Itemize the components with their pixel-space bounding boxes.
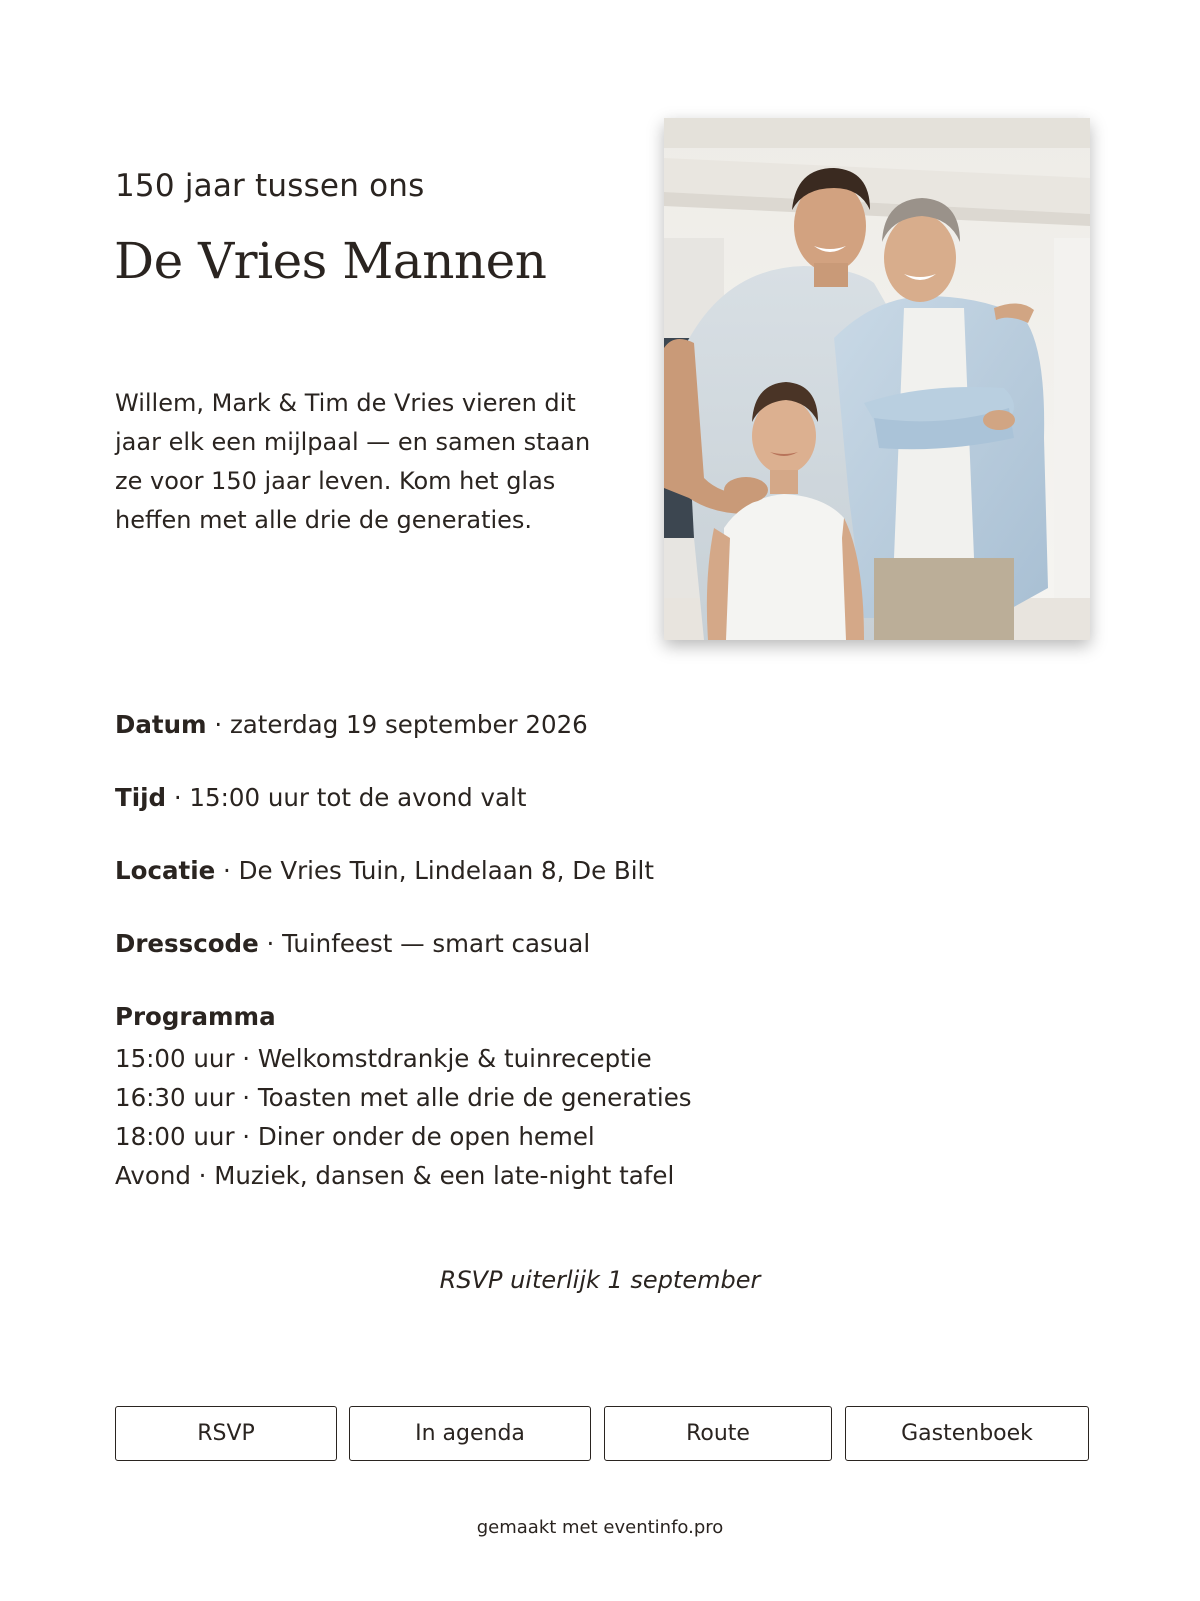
detail-date-separator: · <box>206 710 230 739</box>
detail-date-label: Datum <box>115 710 207 739</box>
program-heading: Programma <box>115 1002 276 1031</box>
action-buttons <box>115 1406 1090 1463</box>
add-to-calendar-button[interactable]: In agenda <box>349 1406 591 1461</box>
guestbook-button[interactable]: Gastenboek <box>845 1406 1089 1461</box>
program-item: 15:00 uur · Welkomstdrankje & tuinreceptie <box>115 1044 652 1073</box>
detail-time-separator: · <box>166 783 190 812</box>
detail-date-value: zaterdag 19 september 2026 <box>229 710 588 739</box>
rsvp-deadline-note: RSVP uiterlijk 1 september <box>439 1266 761 1294</box>
detail-time <box>115 781 875 854</box>
detail-dresscode <box>115 927 875 1000</box>
program-section <box>115 1000 875 1195</box>
detail-dresscode-label: Dresscode <box>115 929 259 958</box>
detail-time-label: Tijd <box>115 783 167 812</box>
detail-location-label: Locatie <box>115 856 216 885</box>
detail-location <box>115 854 875 927</box>
detail-date <box>115 708 875 781</box>
program-item: 18:00 uur · Diner onder de open hemel <box>115 1122 595 1151</box>
program-item: 16:30 uur · Toasten met alle drie de generaties <box>115 1083 692 1112</box>
program-item: Avond · Muziek, dansen & een late-night tafel <box>115 1161 675 1190</box>
detail-location-value: De Vries Tuin, Lindelaan 8, De Bilt <box>238 856 654 885</box>
rsvp-button[interactable]: RSVP <box>115 1406 337 1461</box>
route-button[interactable]: Route <box>604 1406 832 1461</box>
detail-location-separator: · <box>215 856 239 885</box>
page-eyebrow: 150 jaar tussen ons <box>115 168 425 204</box>
detail-dresscode-value: Tuinfeest — smart casual <box>282 929 591 958</box>
detail-time-value: 15:00 uur tot de avond valt <box>189 783 527 812</box>
footer-link[interactable]: gemaakt met eventinfo.pro <box>476 1517 724 1538</box>
intro-text: Willem, Mark & Tim de Vries vieren dit jaar elk een mijlpaal — en samen staan ze voor 150 jaar leven. Kom het glas heffen met alle drie de generaties. <box>115 389 591 534</box>
footer <box>0 1517 1200 1538</box>
detail-dresscode-separator: · <box>258 929 283 958</box>
family-photo <box>664 118 1090 640</box>
event-details <box>115 708 875 1195</box>
page-title: De Vries Mannen <box>114 232 547 290</box>
family-photo-icon <box>664 118 1090 640</box>
